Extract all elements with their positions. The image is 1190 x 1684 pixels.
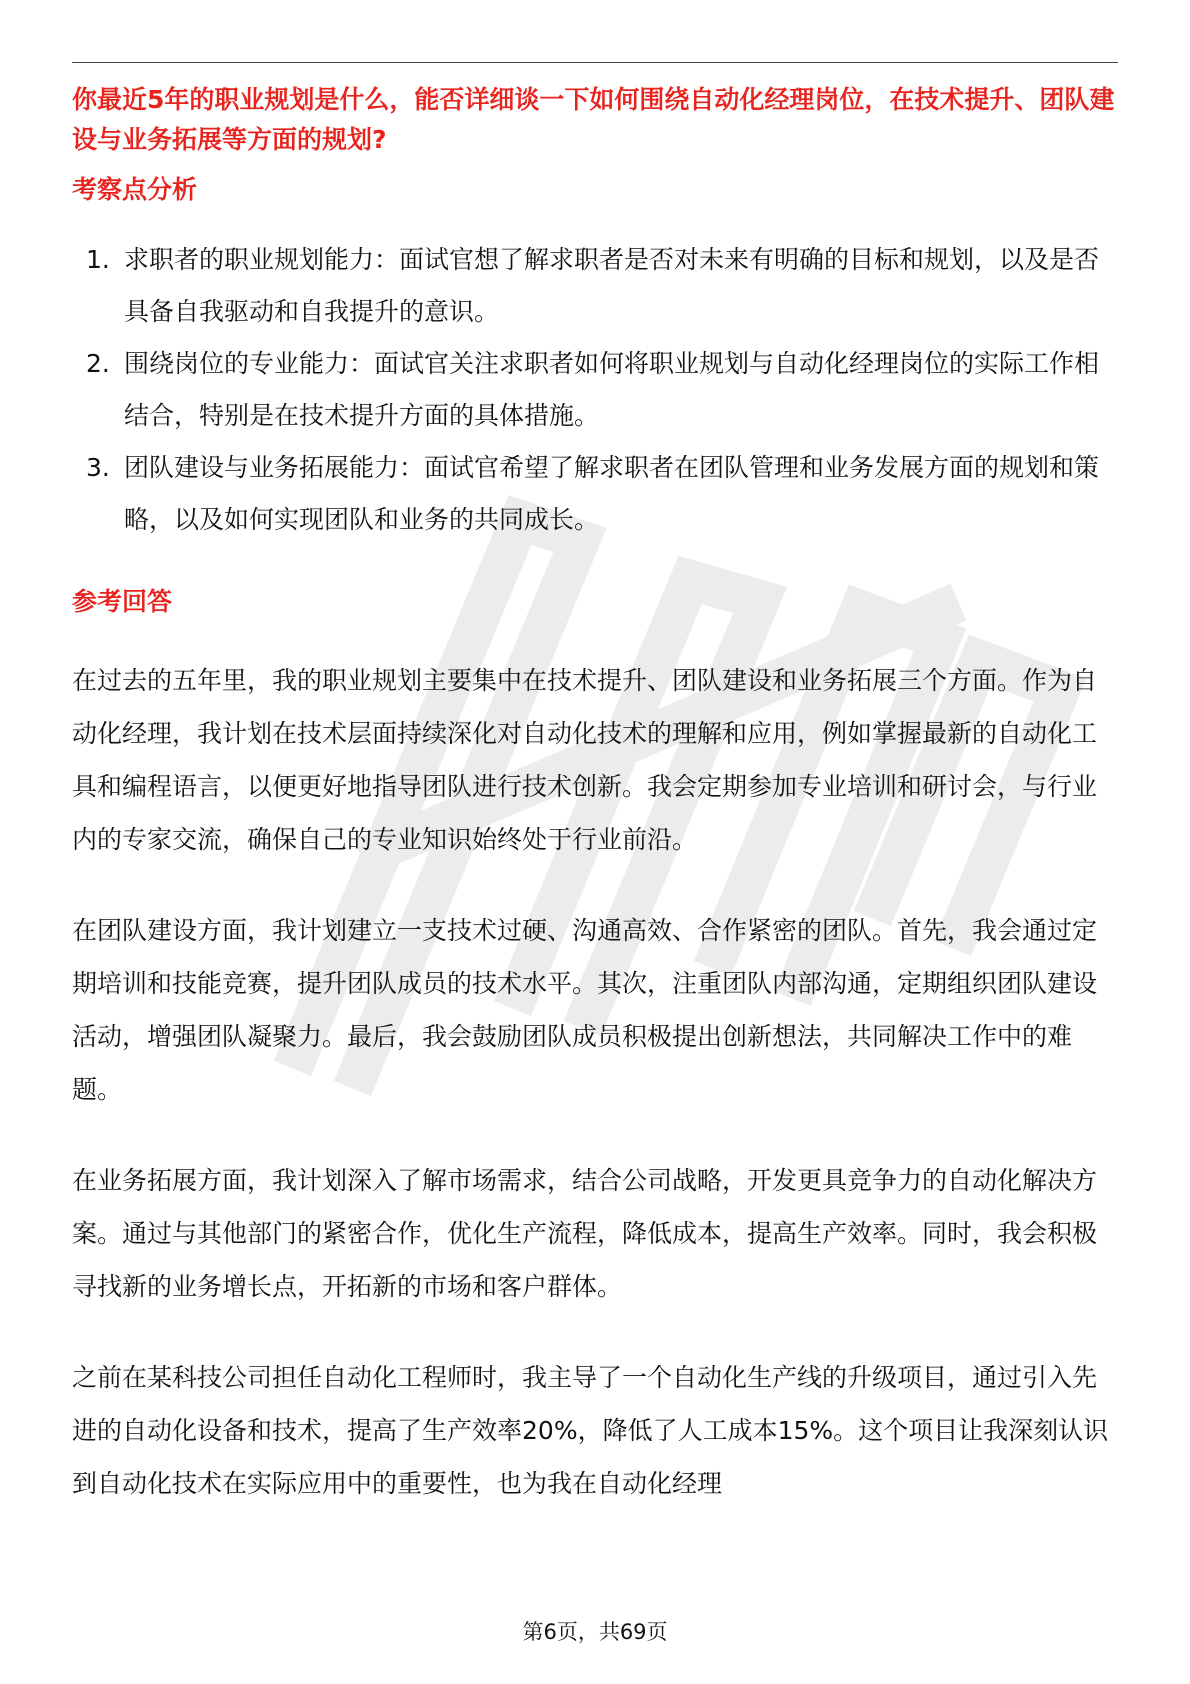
- list-item-number: 3.: [86, 453, 110, 482]
- list-item: [72, 234, 1118, 338]
- page-content: [72, 80, 1118, 1510]
- analysis-list: [72, 234, 1118, 546]
- answer-paragraph: 之前在某科技公司担任自动化工程师时，我主导了一个自动化生产线的升级项目，通过引入先进的自动化设备和技术，提高了生产效率20%，降低了人工成本15%。这个项目让我深刻认识到自动化技术在实际应用中的重要性，也为我在自动化经理: [72, 1363, 1109, 1498]
- answer-paragraph: 在团队建设方面，我计划建立一支技术过硬、沟通高效、合作紧密的团队。首先，我会通过定期培训和技能竞赛，提升团队成员的技术水平。其次，注重团队内部沟通，定期组织团队建设活动，增强团队凝聚力。最后，我会鼓励团队成员积极提出创新想法，共同解决工作中的难题。: [72, 916, 1098, 1104]
- list-item-text: 团队建设与业务拓展能力：面试官希望了解求职者在团队管理和业务发展方面的规划和策略，以及如何实现团队和业务的共同成长。: [124, 453, 1100, 534]
- list-item: [72, 338, 1118, 442]
- list-item-number: 2.: [86, 349, 110, 378]
- question-heading: 你最近5年的职业规划是什么，能否详细谈一下如何围绕自动化经理岗位，在技术提升、团队建设与业务拓展等方面的规划?: [72, 85, 1115, 154]
- answer-paragraph: 在过去的五年里，我的职业规划主要集中在技术提升、团队建设和业务拓展三个方面。作为自动化经理，我计划在技术层面持续深化对自动化技术的理解和应用，例如掌握最新的自动化工具和编程语言，以便更好地指导团队进行技术创新。我会定期参加专业培训和研讨会，与行业内的专家交流，确保自己的专业知识始终处于行业前沿。: [72, 666, 1098, 854]
- list-item: [72, 442, 1118, 546]
- top-divider: [72, 62, 1118, 63]
- list-item-number: 1.: [86, 245, 110, 274]
- list-item-text: 围绕岗位的专业能力：面试官关注求职者如何将职业规划与自动化经理岗位的实际工作相结合，特别是在技术提升方面的具体措施。: [124, 349, 1100, 430]
- answer-title: 参考回答: [72, 587, 173, 616]
- page-number-footer: 第6页，共69页: [522, 1620, 668, 1644]
- answer-paragraph: 在业务拓展方面，我计划深入了解市场需求，结合公司战略，开发更具竞争力的自动化解决方案。通过与其他部门的紧密合作，优化生产流程，降低成本，提高生产效率。同时，我会积极寻找新的业务增长点，开拓新的市场和客户群体。: [72, 1166, 1098, 1301]
- analysis-title: 考察点分析: [72, 175, 198, 204]
- list-item-text: 求职者的职业规划能力：面试官想了解求职者是否对未来有明确的目标和规划，以及是否具备自我驱动和自我提升的意识。: [124, 245, 1100, 326]
